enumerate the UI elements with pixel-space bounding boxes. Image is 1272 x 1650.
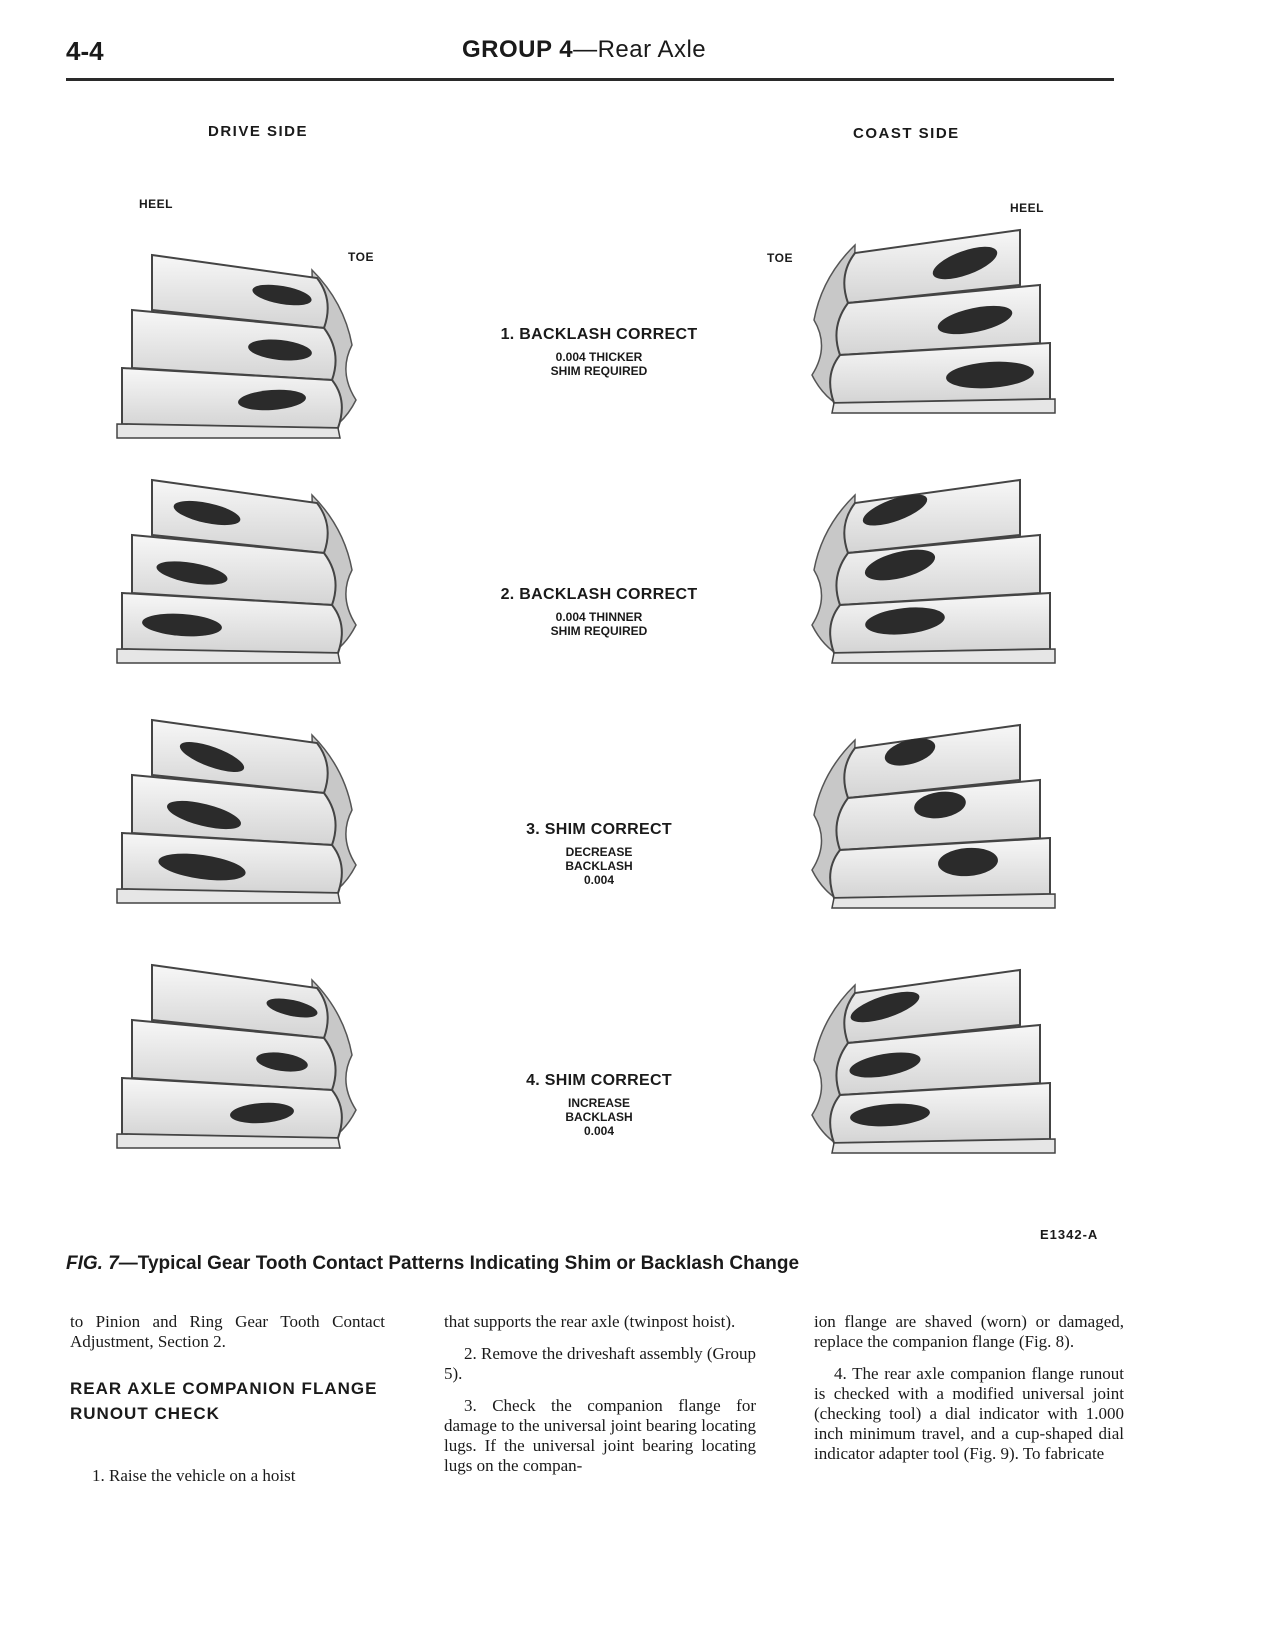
drive-heel-label: HEEL xyxy=(139,197,174,211)
caption-text: —Typical Gear Tooth Contact Patterns Indicating Shim or Backlash Change xyxy=(118,1253,800,1274)
section-title: —Rear Axle xyxy=(573,36,707,63)
coast-gear-4 xyxy=(800,955,1060,1155)
paragraph: 3. Check the companion flange for damage to the universal joint bearing locating lugs. If the universal joint bearing locating lugs on the compan- xyxy=(444,1396,756,1475)
step-2-label xyxy=(449,586,749,638)
coast-gear-3 xyxy=(800,710,1060,910)
coast-toe-label: TOE xyxy=(767,251,793,265)
drive-gear-3 xyxy=(112,705,372,905)
step-3-label xyxy=(449,821,749,887)
figure-code: E1342-A xyxy=(1040,1227,1099,1242)
drive-gear-2 xyxy=(112,465,372,665)
step-note: DECREASE BACKLASH 0.004 xyxy=(565,845,633,887)
page-header-title xyxy=(462,36,706,64)
step-title: 3. SHIM CORRECT xyxy=(526,821,672,838)
coast-heel-label: HEEL xyxy=(1010,201,1045,215)
paragraph: 1. Raise the vehicle on a hoist xyxy=(92,1466,296,1485)
drive-gear-1 xyxy=(112,240,372,440)
step-note: 0.004 THINNER SHIM REQUIRED xyxy=(550,610,648,638)
group-label: GROUP 4 xyxy=(462,36,574,63)
step-4-label xyxy=(449,1072,749,1138)
section-heading: REAR AXLE COMPANION FLANGE RUNOUT CHECK xyxy=(70,1379,378,1423)
figure-caption xyxy=(66,1253,799,1275)
page-number: 4-4 xyxy=(66,36,104,66)
step-title: 2. BACKLASH CORRECT xyxy=(500,586,698,603)
paragraph: 4. The rear axle companion flange runout is checked with a modified universal joint (checking tool) a dial indicator with 1.000 inch minimum travel, and a cup-shaped dial indicator adapter tool (Fig. 9). To fabricate xyxy=(814,1364,1124,1463)
step-title: 1. BACKLASH CORRECT xyxy=(500,326,698,343)
step-note: INCREASE BACKLASH 0.004 xyxy=(565,1096,633,1138)
paragraph: to Pinion and Ring Gear Tooth Contact Adjustment, Section 2. xyxy=(70,1312,385,1351)
coast-side-label: COAST SIDE xyxy=(853,125,960,142)
step-1-label xyxy=(449,326,749,378)
paragraph: 2. Remove the driveshaft assembly (Group 5). xyxy=(444,1344,756,1383)
coast-gear-1 xyxy=(800,215,1060,415)
drive-toe-label: TOE xyxy=(348,250,374,264)
text-column-2 xyxy=(444,1312,756,1488)
paragraph: that supports the rear axle (twinpost hoist). xyxy=(444,1312,736,1331)
drive-gear-4 xyxy=(112,950,372,1150)
coast-gear-2 xyxy=(800,465,1060,665)
step-title: 4. SHIM CORRECT xyxy=(526,1072,672,1089)
drive-side-label: DRIVE SIDE xyxy=(208,123,309,140)
caption-prefix: FIG. 7 xyxy=(66,1253,119,1274)
text-column-3 xyxy=(814,1312,1124,1476)
paragraph: ion flange are shaved (worn) or damaged, replace the companion flange (Fig. 8). xyxy=(814,1312,1124,1351)
step-note: 0.004 THICKER SHIM REQUIRED xyxy=(550,350,648,378)
header-rule xyxy=(66,78,1114,81)
text-column-1 xyxy=(70,1312,385,1498)
